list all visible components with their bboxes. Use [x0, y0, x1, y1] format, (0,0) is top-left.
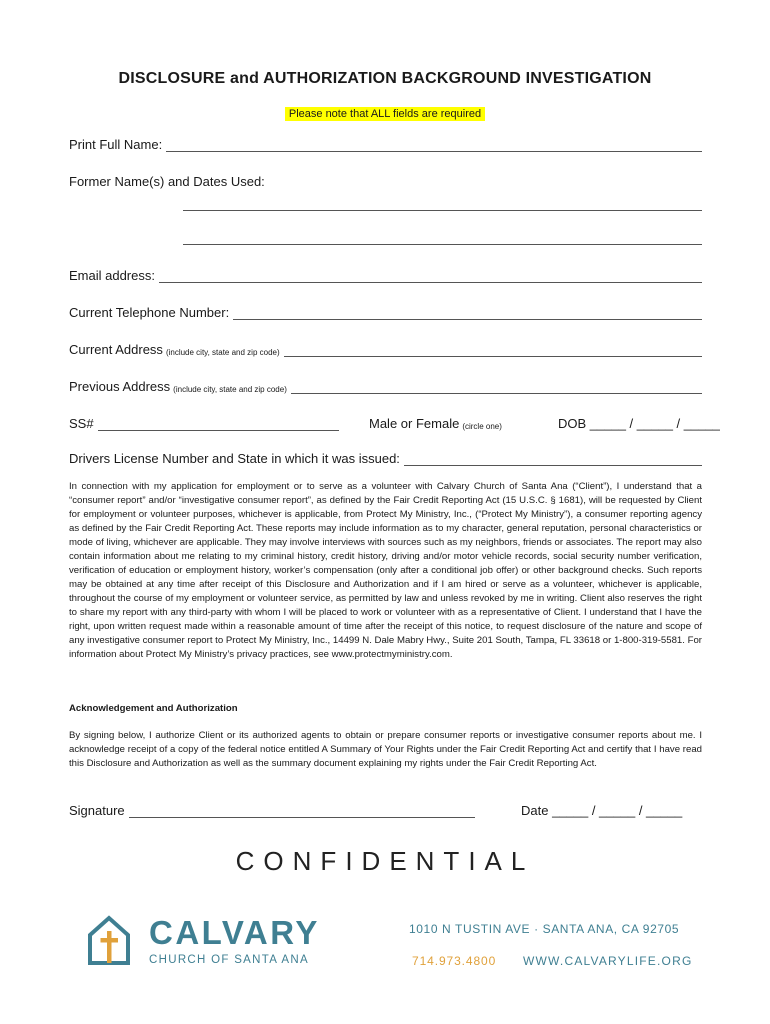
logo-subtitle: CHURCH OF SANTA ANA	[149, 954, 309, 966]
date-row	[521, 800, 682, 818]
gender-row	[369, 413, 502, 431]
date-field[interactable]: Date _____ / _____ / _____	[521, 803, 683, 818]
signature-label: Signature	[69, 803, 125, 818]
former-names-field-1[interactable]	[183, 210, 702, 211]
current-address-hint: (include city, state and zip code)	[165, 348, 280, 357]
dob-field[interactable]: DOB _____ / _____ / _____	[558, 416, 720, 431]
full-name-label: Print Full Name:	[69, 137, 163, 152]
gender-hint: (circle one)	[462, 422, 502, 431]
former-names-label: Former Name(s) and Dates Used:	[69, 174, 265, 189]
former-names-field-2[interactable]	[183, 244, 702, 245]
drivers-license-field[interactable]	[404, 453, 702, 466]
acknowledgement-paragraph: By signing below, I authorize Client or its authorized agents to obtain or prepare consumer reports or investigative consumer reports about me. I acknowledge receipt of a copy of the federal notice entitled A Summary of Your Rights under the Fair Credit Reporting Act and certify that I have read this Disclosure and Authorization as well as the summary document explaining my rights under the Fair Credit Reporting Act.	[69, 730, 702, 769]
signature-field[interactable]	[129, 805, 475, 818]
church-phone[interactable]: 714.973.4800	[412, 954, 497, 968]
form-title: DISCLOSURE and AUTHORIZATION BACKGROUND INVESTIGATION	[118, 70, 652, 87]
current-address-row	[69, 339, 702, 357]
ssn-row	[69, 413, 339, 431]
telephone-row	[69, 302, 702, 320]
gender-label[interactable]: Male or Female	[369, 416, 460, 431]
church-website[interactable]: WWW.CALVARYLIFE.ORG	[523, 954, 693, 968]
house-cross-icon	[86, 913, 132, 972]
drivers-license-row	[69, 448, 702, 466]
current-address-field[interactable]	[284, 344, 702, 357]
full-name-row	[69, 134, 702, 152]
church-address: 1010 N TUSTIN AVE · SANTA ANA, CA 92705	[409, 922, 680, 936]
disclosure-paragraph: In connection with my application for employment or to serve as a volunteer with Calvary Church of Santa Ana (“Client”), I understand that a “consumer report” and/or “investigative consumer report”, as defined by the Fair Credit Reporting Act (15 U.S.C. § 1681), will be requested by Client for employment or volunteer purposes, whichever is applicable, from Protect My Ministry, Inc., (“Protect My Ministry”), a consumer reporting agency as defined by the Fair Credit Reporting Act. These reports may include information as to my character, general reputation, personal characteristics or mode of living, whichever are applicable. They may involve interviews with sources such as my neighbors, friends or associates. The report may also contain information about me relating to my criminal history, credit history, driving and/or motor vehicle records, social security number verification, verification of education or employment history, worker’s compensation (only after a conditional job offer) or other background checks. Such reports may be obtained at any time after receipt of this Disclosure and Authorization and if I am hired or serve as a volunteer, whichever is applicable, throughout the course of my employment or volunteer service, as permitted by law and unless revoked by me in writing. Client also reserves the right to share my report with any third-party with whom I will be placed to work or volunteer with as a representative of Client. I understand that I have the right, upon written request made within a reasonable amount of time after the receipt of this notice, to request disclosure of the nature and scope of any investigative consumer report to Protect My Ministry, Inc., 14499 N. Dale Mabry Hwy., Suite 201 South, Tampa, FL 33618 or 1-800-319-5581. For information about Protect My Ministry’s privacy practices, see www.protectmyministry.com.	[69, 481, 702, 660]
logo-name: CALVARY	[149, 914, 320, 951]
telephone-label: Current Telephone Number:	[69, 305, 230, 320]
acknowledgement-heading: Acknowledgement and Authorization	[69, 703, 238, 714]
previous-address-field[interactable]	[291, 381, 702, 394]
email-label: Email address:	[69, 268, 155, 283]
current-address-label: Current Address	[69, 342, 163, 357]
ssn-field[interactable]	[98, 418, 339, 431]
email-row	[69, 265, 702, 283]
previous-address-row	[69, 376, 702, 394]
telephone-field[interactable]	[233, 307, 702, 320]
signature-row	[69, 800, 475, 818]
email-field[interactable]	[159, 270, 702, 283]
required-note-wrap	[0, 104, 770, 122]
drivers-license-label: Drivers License Number and State in which it was issued:	[69, 451, 400, 466]
former-names-row	[69, 171, 265, 189]
previous-address-label: Previous Address	[69, 379, 171, 394]
full-name-field[interactable]	[166, 139, 702, 152]
ssn-label: SS#	[69, 416, 94, 431]
required-note: Please note that ALL fields are required	[285, 107, 485, 121]
previous-address-hint: (include city, state and zip code)	[173, 385, 287, 394]
confidential-stamp: CONFIDENTIAL	[235, 846, 535, 876]
dob-row	[558, 413, 720, 431]
